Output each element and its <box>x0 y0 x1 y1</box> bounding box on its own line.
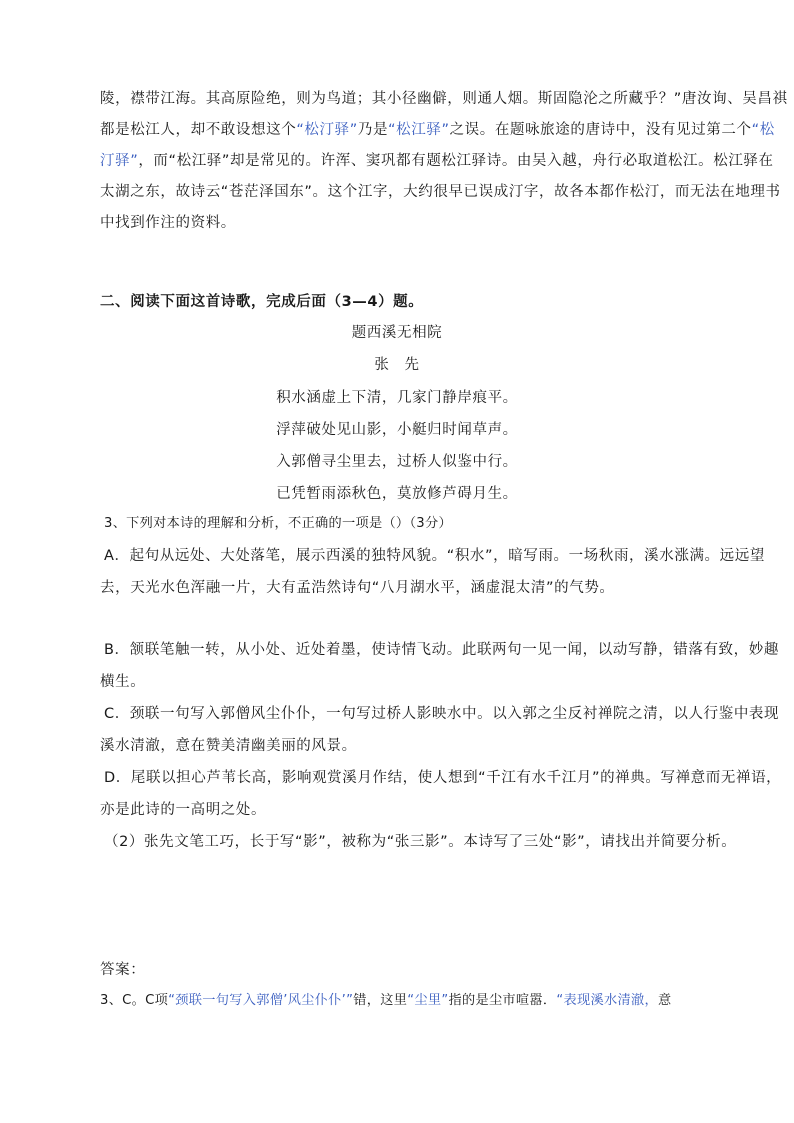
option-a-line-1: A．起句从远处、大处落笔，展示西溪的独特风貌。“积水”，暗写雨。一场秋雨，溪水涨满。远远望 <box>104 548 765 564</box>
quote-tingyi: 汀驿” <box>100 153 139 169</box>
option-a-line-2: 去，天光水色浑融一片，大有孟浩然诗句“八月湖水平，涵虚混太清”的气势。 <box>100 580 615 596</box>
passage-line-2 <box>100 114 775 146</box>
answer-label: 答案： <box>100 962 146 978</box>
question-3-stem: 3、下列对本诗的理解和分析，不正确的一项是（）（3分） <box>104 516 452 531</box>
poem-line: 已凭暂雨添秋色，莫放修芦碍月生。 <box>276 486 518 502</box>
poem-line: 浮萍破处见山影，小艇归时闻草声。 <box>276 422 518 438</box>
poem-author: 张 先 <box>374 357 420 373</box>
passage-line-3 <box>100 145 774 177</box>
poem-title: 题西溪无相院 <box>351 325 443 341</box>
answer-text: 意 <box>657 993 672 1008</box>
passage-text: 都是松江人，却不敢设想这个 <box>100 122 297 138</box>
question-4-stem: （2）张先文笔工巧，长于写“影”，被称为“张三影”。本诗写了三处“影”，请找出并简要分析。 <box>104 834 737 850</box>
passage-text: 之误。在题咏旅途的唐诗中，没有见过第二个 <box>449 122 752 138</box>
passage-line-4: 太湖之东，故诗云“苍茫泽国东”。这个江字，大约很早已误成汀字，故各本都作松汀，而无法在地理书 <box>100 184 781 200</box>
passage-line-1: 陵，襟带江海。其高原险绝，则为鸟道；其小径幽僻，则通人烟。斯固隐沦之所藏乎？”唐汝询、吴昌祺 <box>100 91 788 107</box>
answer-quote: “尘里” <box>407 993 449 1008</box>
passage-text: 乃是 <box>357 122 389 138</box>
answer-line <box>100 985 724 1017</box>
option-b-line-1: B．颔联笔触一转，从小处、近处着墨，使诗情飞动。此联两句一见一闻，以动写静，错落有致，妙趣 <box>104 642 779 658</box>
answer-text: 错，这里 <box>353 993 408 1008</box>
option-b-line-2: 横生。 <box>100 674 146 690</box>
answer-text: 3、C。C项 <box>100 993 169 1008</box>
answer-quote: “颈联一句写入郭僧’风尘仆仆’” <box>168 993 354 1008</box>
option-d-line-2: 亦是此诗的一高明之处。 <box>100 802 267 818</box>
option-c-line-1: C．颈联一句写入郭僧风尘仆仆，一句写过桥人影映水中。以入郭之尘反衬禅院之清，以人行鉴中表现 <box>104 706 780 722</box>
poem-line: 入郭僧寻尘里去，过桥人似鉴中行。 <box>276 454 518 470</box>
poem-line: 积水涵虚上下清，几家门静岸痕平。 <box>276 390 518 406</box>
answer-text: 指的是尘市喧嚣． <box>448 993 557 1008</box>
passage-line-5: 中找到作注的资料。 <box>100 215 236 231</box>
quote-song: “松 <box>751 122 775 138</box>
answer-quote: “表现溪水清澈， <box>556 993 658 1008</box>
quote-songting: “松汀驿” <box>296 122 358 138</box>
passage-text: ，而“松江驿”却是常见的。许浑、窦巩都有题松江驿诗。由吴入越，舟行必取道松江。松江驿在 <box>138 153 774 169</box>
section-heading: 二、阅读下面这首诗歌，完成后面（3—4）题。 <box>100 294 424 310</box>
option-c-line-2: 溪水清澈，意在赞美清幽美丽的风景。 <box>100 738 357 754</box>
quote-songjiang: “松江驿” <box>388 122 450 138</box>
option-d-line-1: D．尾联以担心芦苇长高，影响观赏溪月作结，使人想到“千江有水千江月”的禅典。写禅意而无禅语， <box>104 770 782 786</box>
